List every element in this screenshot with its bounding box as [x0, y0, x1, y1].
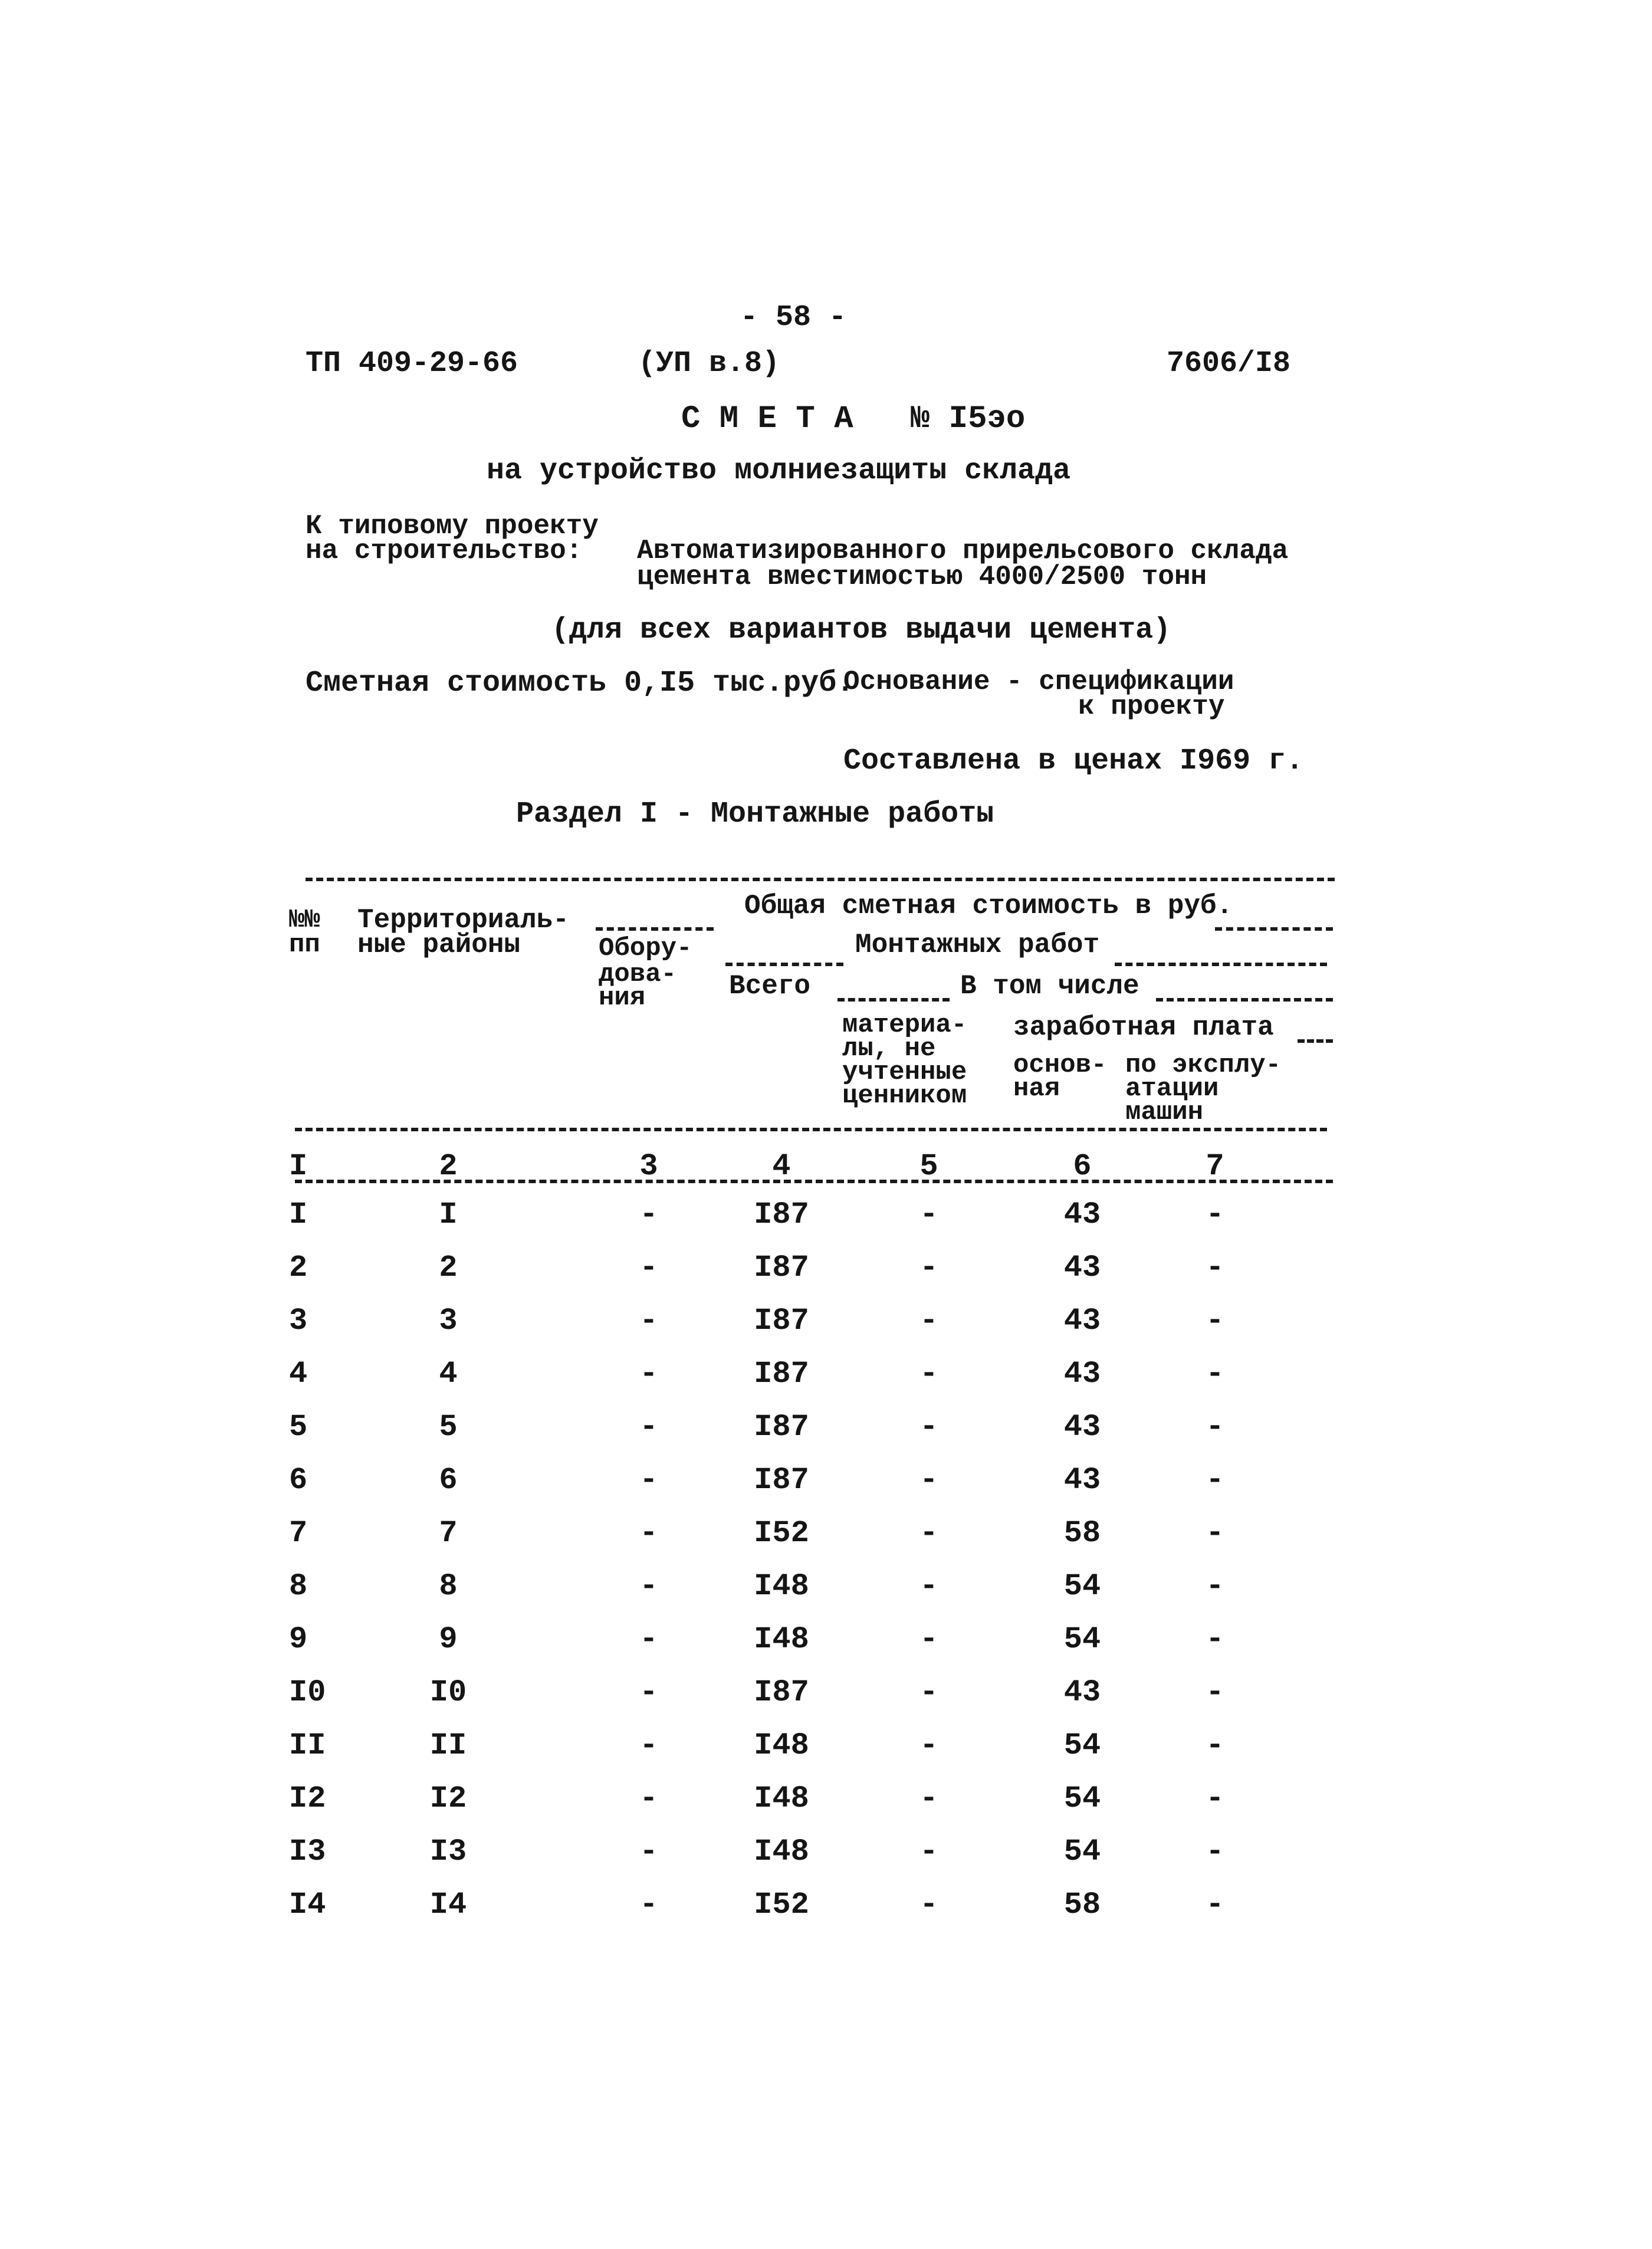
including-header: В том числе	[960, 971, 1139, 1002]
table-cell: 43	[1063, 1304, 1101, 1338]
price-basis: Составлена в ценах I969 г.	[843, 744, 1304, 778]
table-cell: 43	[1063, 1357, 1101, 1391]
estimated-cost: Сметная стоимость 0,I5 тыс.руб.	[306, 667, 855, 700]
table-cell: I48	[754, 1728, 809, 1763]
table-cell: I48	[754, 1834, 809, 1869]
table-cell: -	[1206, 1834, 1224, 1869]
table-cell: 6	[289, 1463, 308, 1498]
table-cell: 7	[439, 1516, 458, 1551]
table-cell: I87	[754, 1410, 809, 1444]
table-cell: 5	[289, 1410, 308, 1444]
table-cell: -	[639, 1675, 658, 1710]
table-cell: I3	[289, 1834, 326, 1869]
table-cell: I87	[754, 1197, 809, 1232]
table-cell: -	[1206, 1675, 1224, 1710]
total-cost-header: Общая сметная стоимость в руб.	[744, 891, 1233, 921]
table-cell: -	[639, 1622, 658, 1657]
table-cell: -	[639, 1569, 658, 1604]
table-cell: 8	[289, 1569, 308, 1604]
header-bottom-rule	[295, 1128, 1327, 1131]
column-number: 7	[1206, 1149, 1224, 1184]
table-cell: -	[639, 1410, 658, 1444]
document-code: ТП 409-29-66	[306, 347, 518, 380]
table-cell: -	[919, 1516, 938, 1551]
column-number: 3	[639, 1149, 658, 1184]
project-name-line2: цемента вместимостью 4000/2500 тонн	[637, 562, 1207, 592]
table-cell: -	[1206, 1728, 1224, 1763]
table-cell: I48	[754, 1781, 809, 1816]
table-cell: I87	[754, 1250, 809, 1285]
num-header-line1: №№	[289, 905, 320, 935]
table-cell: -	[1206, 1463, 1224, 1498]
table-cell: I48	[754, 1569, 809, 1604]
project-name-line1: Автоматизированного прирельсового склада	[637, 536, 1289, 566]
table-cell: 6	[439, 1463, 458, 1498]
table-cell: -	[639, 1781, 658, 1816]
basis-line2: к проекту	[1078, 691, 1225, 722]
region-header-line2: ные районы	[357, 930, 521, 960]
table-cell: -	[1206, 1357, 1224, 1391]
table-cell: -	[1206, 1516, 1224, 1551]
table-cell: 2	[439, 1250, 458, 1285]
table-cell: I87	[754, 1463, 809, 1498]
table-cell: -	[639, 1357, 658, 1391]
column-number: 2	[439, 1149, 458, 1184]
table-cell: 54	[1063, 1781, 1101, 1816]
table-cell: -	[639, 1197, 658, 1232]
machines-header-line2: атации	[1125, 1074, 1219, 1104]
equipment-header-line3: ния	[599, 983, 646, 1013]
table-cell: 58	[1063, 1887, 1101, 1922]
table-cell: -	[1206, 1197, 1224, 1232]
section-title: Раздел I - Монтажные работы	[516, 797, 994, 831]
table-cell: 7	[289, 1516, 308, 1551]
table-cell: II	[289, 1728, 326, 1763]
table-cell: 5	[439, 1410, 458, 1444]
table-cell: 54	[1063, 1834, 1101, 1869]
table-cell: -	[639, 1516, 658, 1551]
equipment-header-line2: дова-	[599, 960, 677, 989]
table-cell: 9	[439, 1622, 458, 1657]
table-cell: -	[639, 1463, 658, 1498]
machines-header-line1: по эксплу-	[1125, 1050, 1282, 1080]
including-rule-left	[838, 998, 950, 1002]
basic-wage-header-line1: основ-	[1013, 1050, 1107, 1080]
all-header: Всего	[729, 971, 811, 1002]
page-number: - 58 -	[740, 301, 847, 334]
table-cell: 43	[1063, 1463, 1101, 1498]
project-label-line2: на строительство:	[306, 536, 583, 566]
table-cell: I	[439, 1197, 458, 1232]
table-cell: -	[919, 1250, 938, 1285]
including-rule-right	[1156, 998, 1333, 1002]
table-cell: I87	[754, 1357, 809, 1391]
table-cell: 54	[1063, 1728, 1101, 1763]
table-cell: 8	[439, 1569, 458, 1604]
volume-label: (УП в.8)	[638, 347, 780, 380]
table-cell: I0	[289, 1675, 326, 1710]
table-cell: 4	[439, 1357, 458, 1391]
table-cell: -	[919, 1410, 938, 1444]
table-cell: I4	[289, 1887, 326, 1922]
table-cell: I52	[754, 1887, 809, 1922]
table-cell: 3	[289, 1304, 308, 1338]
table-cell: 43	[1063, 1197, 1101, 1232]
table-cell: 9	[289, 1622, 308, 1657]
table-cell: -	[639, 1834, 658, 1869]
installation-header: Монтажных работ	[855, 930, 1100, 960]
header-rule-left	[596, 927, 714, 931]
table-cell: -	[639, 1887, 658, 1922]
table-cell: -	[1206, 1622, 1224, 1657]
table-cell: I3	[429, 1834, 467, 1869]
sheet-number: 7606/I8	[1167, 347, 1291, 380]
table-cell: -	[919, 1304, 938, 1338]
wages-rule-right	[1298, 1039, 1333, 1043]
table-cell: -	[1206, 1304, 1224, 1338]
column-number: 6	[1073, 1149, 1092, 1184]
region-header-line1: Территориаль-	[357, 905, 569, 935]
table-cell: -	[919, 1357, 938, 1391]
project-label-line1: К типовому проекту	[306, 511, 599, 541]
materials-header-line1: материа-	[842, 1010, 967, 1040]
machines-header-line3: машин	[1125, 1098, 1204, 1127]
table-cell: -	[1206, 1569, 1224, 1604]
table-cell: -	[919, 1781, 938, 1816]
table-cell: -	[1206, 1410, 1224, 1444]
table-cell: I	[289, 1197, 308, 1232]
table-cell: 2	[289, 1250, 308, 1285]
table-cell: -	[639, 1304, 658, 1338]
variants-note: (для всех вариантов выдачи цемента)	[551, 613, 1171, 647]
table-cell: -	[1206, 1781, 1224, 1816]
basis-line1: Основание - спецификации	[843, 667, 1234, 697]
table-cell: 43	[1063, 1675, 1101, 1710]
estimate-subtitle: на устройство молниезащиты склада	[487, 454, 1071, 488]
installation-rule-left	[725, 963, 843, 966]
table-cell: I0	[429, 1675, 467, 1710]
table-cell: -	[919, 1197, 938, 1232]
table-cell: 54	[1063, 1622, 1101, 1657]
table-cell: I48	[754, 1622, 809, 1657]
table-cell: I2	[429, 1781, 467, 1816]
materials-header-line2: лы, не	[842, 1034, 936, 1063]
wages-header: заработная плата	[1013, 1012, 1274, 1043]
table-cell: -	[919, 1728, 938, 1763]
column-number: 4	[772, 1149, 791, 1184]
table-cell: 43	[1063, 1250, 1101, 1285]
column-number: 5	[919, 1149, 938, 1184]
num-header-line2: пп	[289, 930, 320, 960]
materials-header-line4: ценником	[842, 1081, 967, 1111]
equipment-header-line1: Обору-	[599, 934, 692, 963]
table-cell: 43	[1063, 1410, 1101, 1444]
basic-wage-header-line2: ная	[1013, 1074, 1060, 1104]
table-cell: II	[429, 1728, 467, 1763]
table-cell: -	[919, 1675, 938, 1710]
table-cell: -	[919, 1887, 938, 1922]
table-cell: I87	[754, 1304, 809, 1338]
table-cell: -	[919, 1622, 938, 1657]
table-cell: -	[639, 1728, 658, 1763]
table-cell: -	[1206, 1250, 1224, 1285]
estimate-title: С М Е Т А № I5эо	[681, 401, 1026, 437]
header-rule-right	[1215, 927, 1333, 931]
table-cell: I87	[754, 1675, 809, 1710]
table-top-rule	[306, 878, 1335, 881]
table-cell: I4	[429, 1887, 467, 1922]
table-cell: -	[919, 1569, 938, 1604]
table-cell: -	[1206, 1887, 1224, 1922]
installation-rule-right	[1115, 963, 1327, 966]
column-number: I	[289, 1149, 308, 1184]
table-cell: I2	[289, 1781, 326, 1816]
table-cell: -	[919, 1834, 938, 1869]
table-cell: -	[639, 1250, 658, 1285]
materials-header-line3: учтенные	[842, 1058, 967, 1087]
table-cell: I52	[754, 1516, 809, 1551]
table-cell: 58	[1063, 1516, 1101, 1551]
table-cell: 4	[289, 1357, 308, 1391]
table-cell: -	[919, 1463, 938, 1498]
table-cell: 3	[439, 1304, 458, 1338]
table-cell: 54	[1063, 1569, 1101, 1604]
